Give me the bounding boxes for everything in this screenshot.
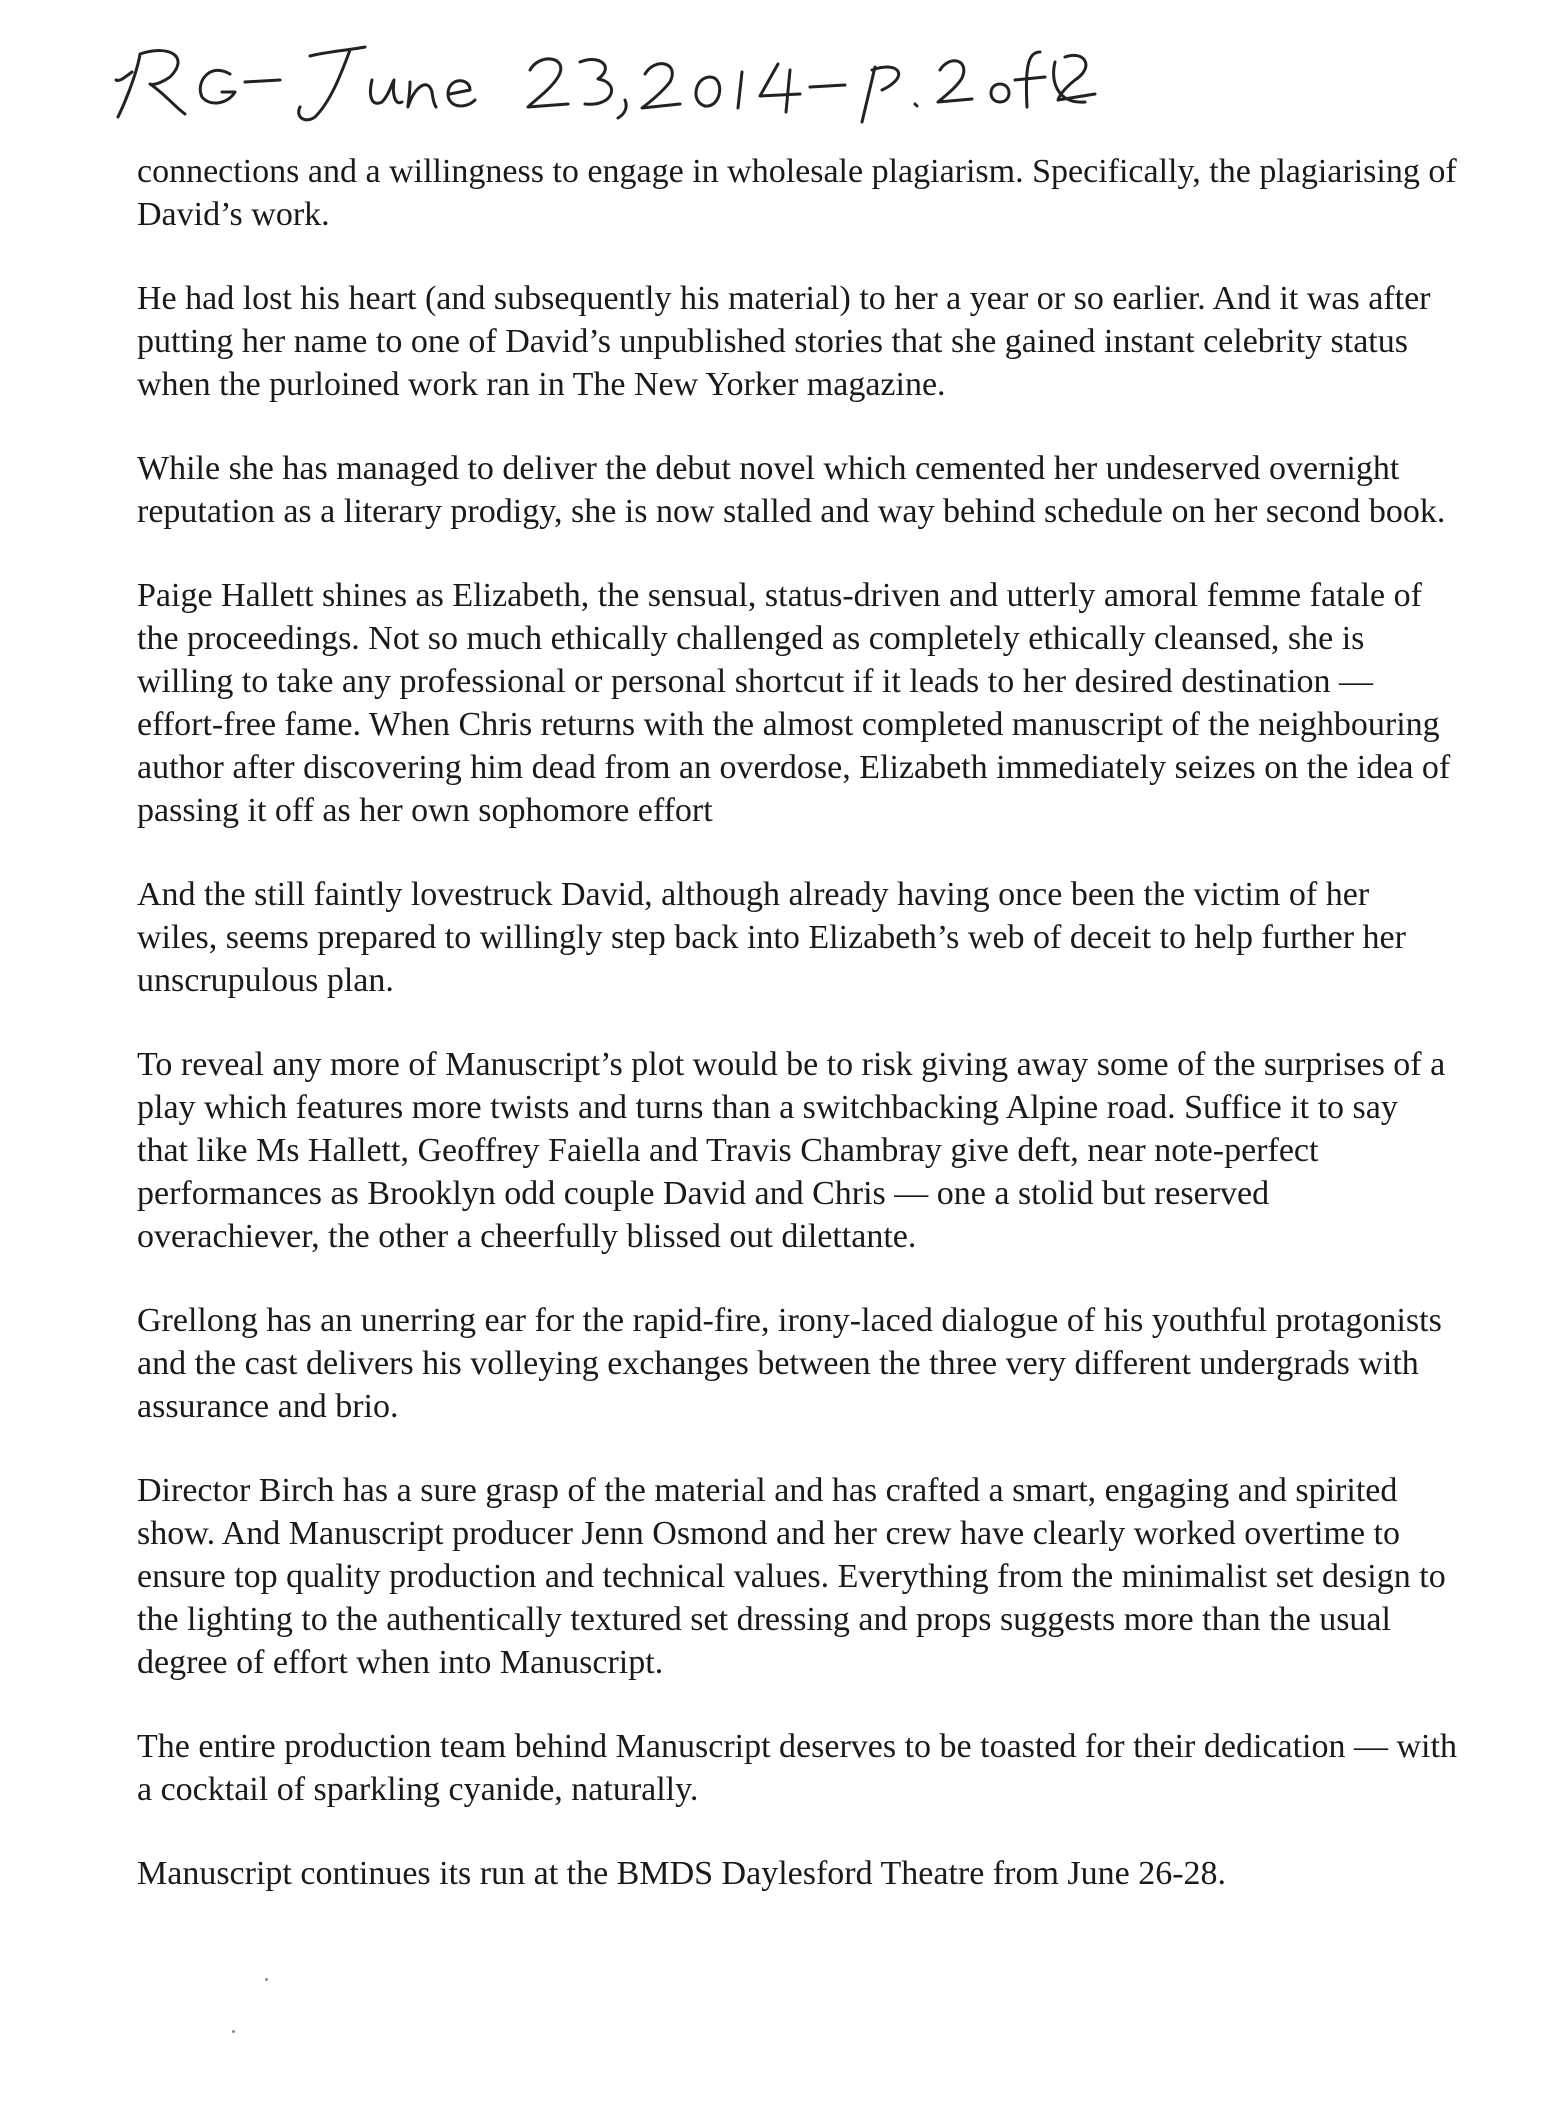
paragraph: He had lost his heart (and subsequently his material) to her a year or so earlier. And it was after putting her name to one of David’s unpublished stories that she gained instant celebrity status when the purloined work ran in The New Yorker magazine. [137,280,1431,403]
paragraph: connections and a willingness to engage in wholesale plagiarism. Specifically, the plagiarising of David’s work. [137,153,1457,233]
paragraph: Director Birch has a sure grasp of the material and has crafted a smart, engaging and spirited show. And Manuscript producer Jenn Osmond and her crew have clearly worked overtime to ensure top quality production and technical values. Everything from the minimalist set design to the lighting to the authentically textured set dressing and props suggests more than the usual degree of effort when into Manuscript. [137,1472,1446,1681]
paragraph: Grellong has an unerring ear for the rapid-fire, irony-laced dialogue of his youthful protagonists and the cast delivers his volleying exchanges between the three very different undergrads with assurance and brio. [137,1302,1442,1425]
article-body [137,150,1457,1936]
scan-speck [232,2030,235,2033]
handwritten-note [110,22,1110,132]
paragraph: Paige Hallett shines as Elizabeth, the sensual, status-driven and utterly amoral femme fatale of the proceedings. Not so much ethically challenged as completely ethically cleansed, she is willing to take any professional or personal shortcut if it leads to her desired destination — effort-free fame. When Chris returns with the almost completed manuscript of the neighbouring author after discovering him dead from an overdose, Elizabeth immediately seizes on the idea of passing it off as her own sophomore effort [137,577,1451,829]
paragraph: While she has managed to deliver the debut novel which cemented her undeserved overnight reputation as a literary prodigy, she is now stalled and way behind schedule on her second book. [137,450,1446,530]
paragraph: Manuscript continues its run at the BMDS Daylesford Theatre from June 26-28. [137,1855,1227,1892]
handwriting-drawing [110,22,1110,132]
paragraph: And the still faintly lovestruck David, although already having once been the victim of her wiles, seems prepared to willingly step back into Elizabeth’s web of deceit to help further her unscrupulous plan. [137,876,1406,999]
scan-speck [265,1978,268,1981]
paragraph: To reveal any more of Manuscript’s plot would be to risk giving away some of the surprises of a play which features more twists and turns than a switchbacking Alpine road. Suffice it to say that like Ms Hallett, Geoffrey Faiella and Travis Chambray give deft, near note-perfect performances as Brooklyn odd couple David and Chris — one a stolid but reserved overachiever, the other a cheerfully blissed out dilettante. [137,1046,1446,1255]
paragraph: The entire production team behind Manuscript deserves to be toasted for their dedication — with a cocktail of sparkling cyanide, naturally. [137,1728,1457,1808]
